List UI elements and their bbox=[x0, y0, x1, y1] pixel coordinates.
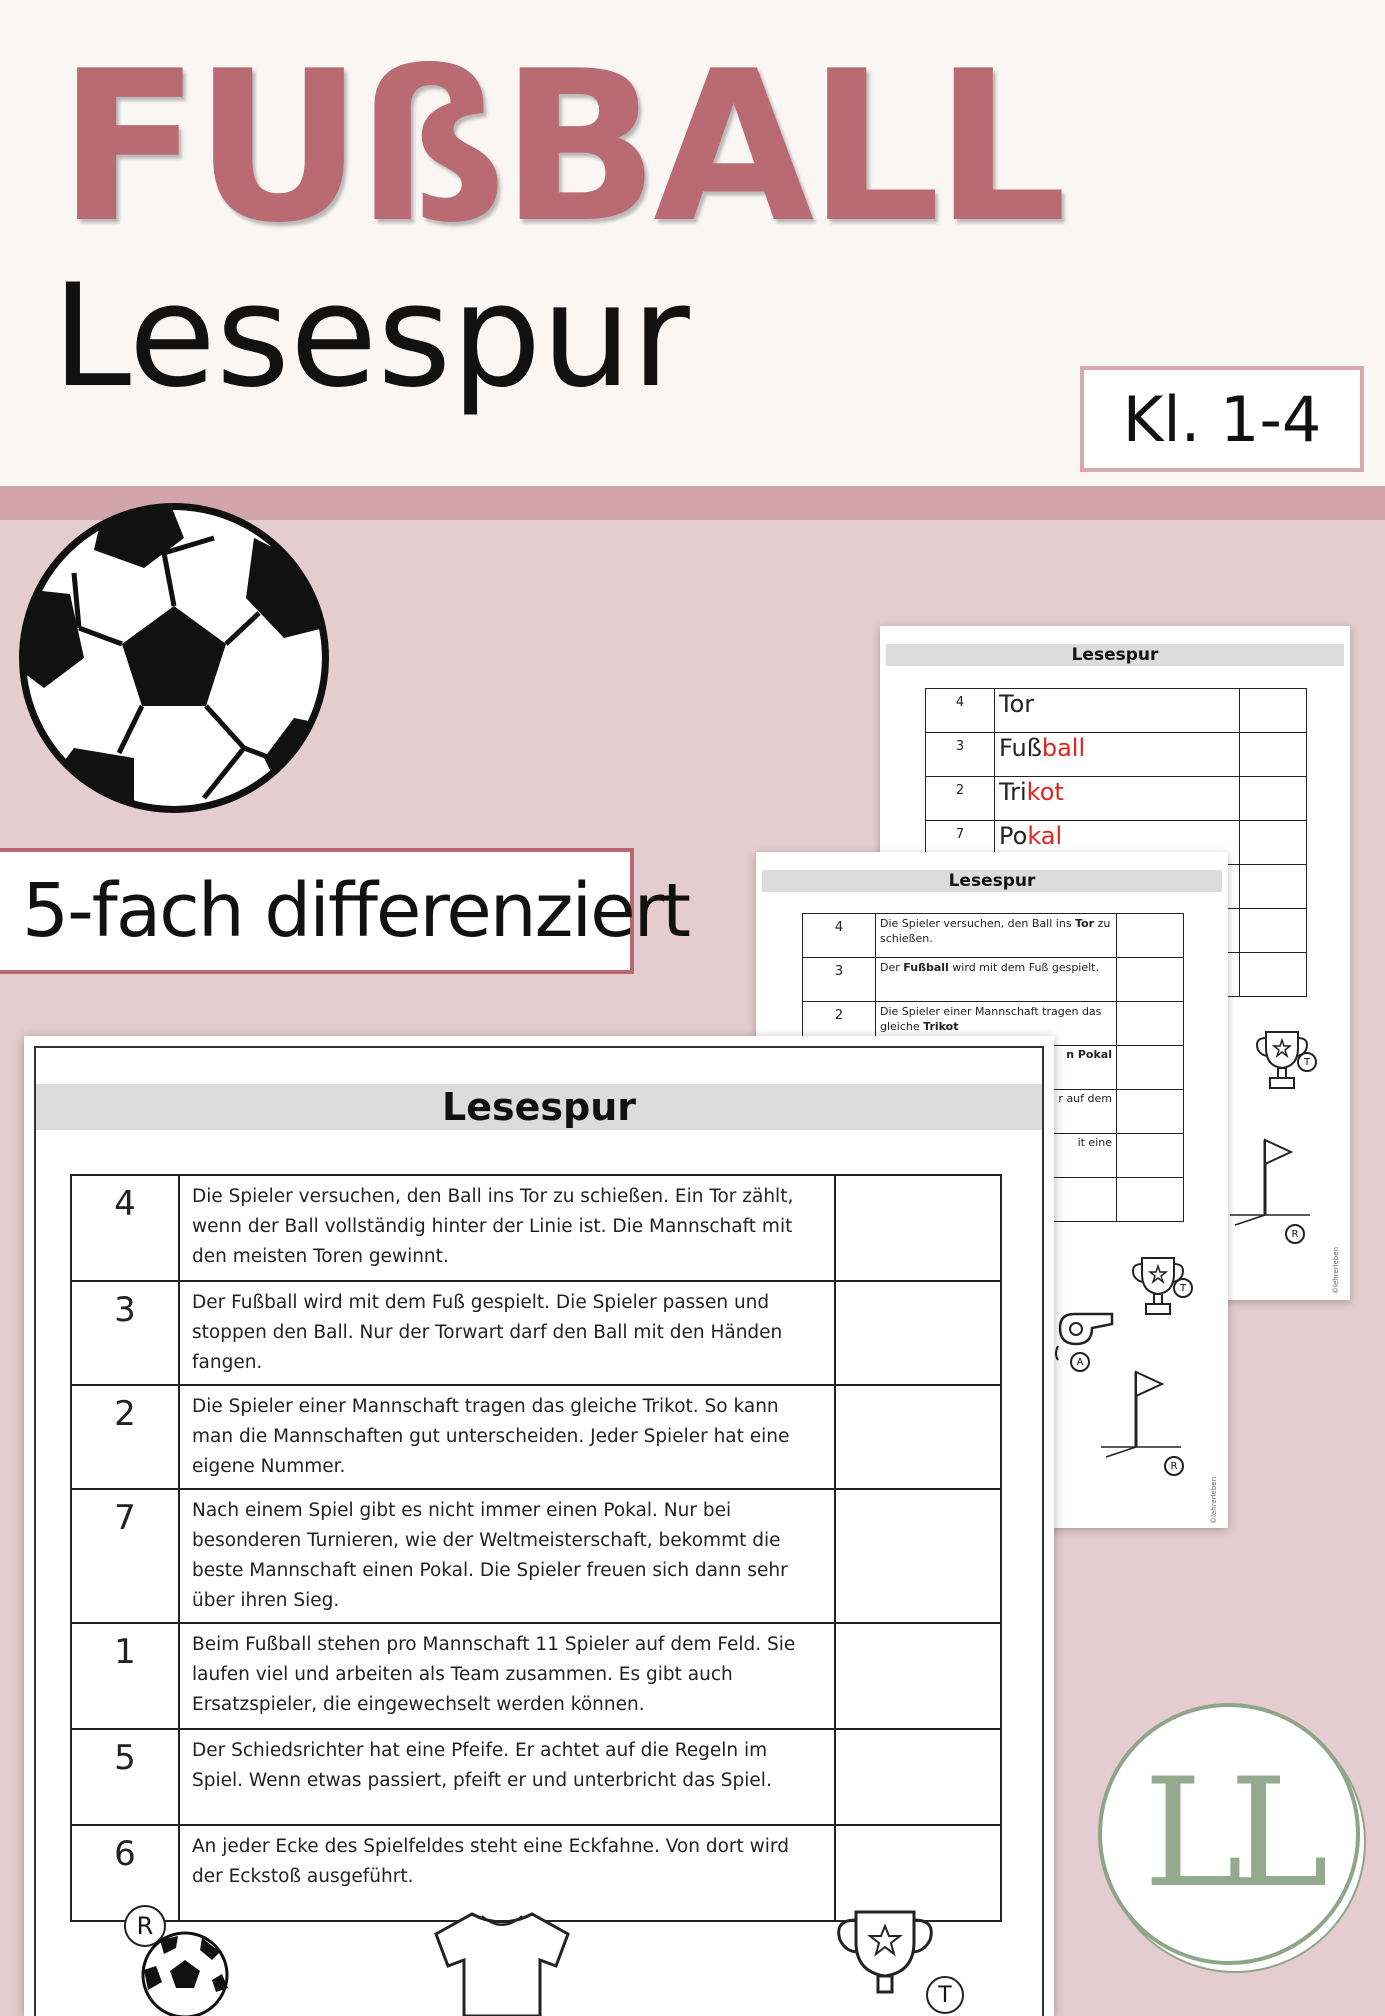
answer-cell[interactable] bbox=[1117, 914, 1184, 958]
table-row bbox=[71, 1175, 1001, 1281]
corner-flag-icon bbox=[1096, 1362, 1186, 1462]
answer-cell[interactable] bbox=[835, 1281, 1001, 1385]
row-text: Der Fußball wird mit dem Fuß gespielt. bbox=[876, 958, 1117, 1002]
answer-cell[interactable] bbox=[835, 1489, 1001, 1623]
row-number: 4 bbox=[803, 914, 876, 958]
table-row bbox=[71, 1489, 1001, 1623]
row-number: 3 bbox=[926, 733, 995, 777]
row-number: 3 bbox=[803, 958, 876, 1002]
answer-cell[interactable] bbox=[1240, 821, 1307, 865]
answer-cell[interactable] bbox=[1117, 1002, 1184, 1046]
worksheet-heading: Lesespur bbox=[886, 644, 1344, 666]
row-number: 2 bbox=[803, 1002, 876, 1046]
worksheet-heading: Lesespur bbox=[36, 1084, 1042, 1130]
table-row bbox=[71, 1623, 1001, 1729]
whistle-mark: A bbox=[1070, 1352, 1090, 1372]
trophy-mark: T bbox=[1297, 1052, 1317, 1072]
table-row bbox=[926, 733, 1307, 777]
logo-text: LL bbox=[1143, 1747, 1315, 1921]
row-word: Pokal bbox=[995, 821, 1240, 865]
row-fragment: r auf dem bbox=[1058, 1092, 1112, 1105]
answer-cell[interactable] bbox=[1117, 958, 1184, 1002]
row-number: 7 bbox=[71, 1489, 179, 1623]
row-text: Die Spieler einer Mannschaft tragen das gleiche Trikot bbox=[876, 1002, 1117, 1046]
row-number: 2 bbox=[926, 777, 995, 821]
ball-mark: R bbox=[124, 1905, 166, 1947]
row-fragment: n Pokal bbox=[1066, 1048, 1112, 1061]
row-number: 2 bbox=[71, 1385, 179, 1489]
answer-cell[interactable] bbox=[835, 1623, 1001, 1729]
row-number: 4 bbox=[71, 1175, 179, 1281]
row-number: 1 bbox=[71, 1623, 179, 1729]
copyright-footer: ©lehrerleben bbox=[1210, 1476, 1218, 1524]
row-text: Die Spieler einer Mannschaft tragen das gleiche Trikot. So kann man die Mannschaften gut unterscheiden. Jeder Spieler hat eine eigene Nummer. bbox=[179, 1385, 835, 1489]
row-text: An jeder Ecke des Spielfeldes steht eine Eckfahne. Von dort wird der Eckstoß ausgeführt. bbox=[179, 1825, 835, 1921]
row-number: 5 bbox=[71, 1729, 179, 1825]
brand-logo bbox=[1098, 1703, 1360, 1965]
row-number: 7 bbox=[926, 821, 995, 865]
page-title: FUßBALL bbox=[58, 27, 1062, 269]
flag-mark: R bbox=[1285, 1224, 1305, 1244]
row-fragment: it eine bbox=[1077, 1136, 1112, 1149]
answer-cell[interactable] bbox=[1240, 733, 1307, 777]
worksheet-heading: Lesespur bbox=[762, 870, 1222, 892]
table-row bbox=[926, 689, 1307, 733]
row-word: Fußball bbox=[995, 733, 1240, 777]
table-row bbox=[71, 1729, 1001, 1825]
flag-mark: R bbox=[1164, 1456, 1184, 1476]
worksheet-front bbox=[24, 1036, 1054, 2016]
table-row bbox=[926, 777, 1307, 821]
answer-cell[interactable] bbox=[1240, 777, 1307, 821]
grade-badge bbox=[1080, 366, 1364, 472]
corner-flag-icon bbox=[1225, 1130, 1315, 1230]
table-row bbox=[71, 1281, 1001, 1385]
table-row bbox=[803, 958, 1184, 1002]
answer-cell[interactable] bbox=[835, 1729, 1001, 1825]
row-word: Tor bbox=[995, 689, 1240, 733]
trophy-icon bbox=[830, 1902, 940, 2012]
soccer-ball-icon bbox=[14, 498, 334, 818]
row-number: 4 bbox=[926, 689, 995, 733]
row-text: Die Spieler versuchen, den Ball ins Tor zu schießen. bbox=[876, 914, 1117, 958]
row-text: Die Spieler versuchen, den Ball ins Tor zu schießen. Ein Tor zählt, wenn der Ball vollständig hinter der Linie ist. Die Mannschaft mit den meisten Toren gewinnt. bbox=[179, 1175, 835, 1281]
trophy-mark: T bbox=[926, 1976, 964, 2014]
trophy-mark: T bbox=[1173, 1278, 1193, 1298]
row-text: Der Fußball wird mit dem Fuß gespielt. Die Spieler passen und stoppen den Ball. Nur der Torwart darf den Ball mit den Händen fangen. bbox=[179, 1281, 835, 1385]
page-subtitle: Lesespur bbox=[52, 254, 690, 419]
row-word: Trikot bbox=[995, 777, 1240, 821]
differentiated-label: 5-fach differenziert bbox=[22, 868, 690, 954]
table-row bbox=[71, 1385, 1001, 1489]
grade-label: Kl. 1-4 bbox=[1122, 382, 1322, 456]
table-row bbox=[803, 914, 1184, 958]
row-text: Der Schiedsrichter hat eine Pfeife. Er achtet auf die Regeln im Spiel. Wenn etwas passiert, pfeift er und unterbricht das Spiel. bbox=[179, 1729, 835, 1825]
row-number: 3 bbox=[71, 1281, 179, 1385]
differentiated-badge bbox=[0, 848, 690, 974]
row-text: Beim Fußball stehen pro Mannschaft 11 Spieler auf dem Feld. Sie laufen viel und arbeiten als Team zusammen. Es gibt auch Ersatzspieler, die eingewechselt werden können. bbox=[179, 1623, 835, 1729]
answer-cell[interactable] bbox=[1240, 689, 1307, 733]
worksheet-table bbox=[70, 1174, 1002, 1922]
answer-cell[interactable] bbox=[835, 1175, 1001, 1281]
copyright-footer: ©lehrerleben bbox=[1332, 1246, 1340, 1294]
row-text: Nach einem Spiel gibt es nicht immer einen Pokal. Nur bei besonderen Turnieren, wie der Weltmeisterschaft, bekommt die beste Mannschaft einen Pokal. Die Spieler freuen sich dann sehr über ihren Sieg. bbox=[179, 1489, 835, 1623]
soccer-ball-small-icon bbox=[140, 1930, 230, 2016]
answer-cell[interactable] bbox=[835, 1385, 1001, 1489]
row-number: 6 bbox=[71, 1825, 179, 1921]
